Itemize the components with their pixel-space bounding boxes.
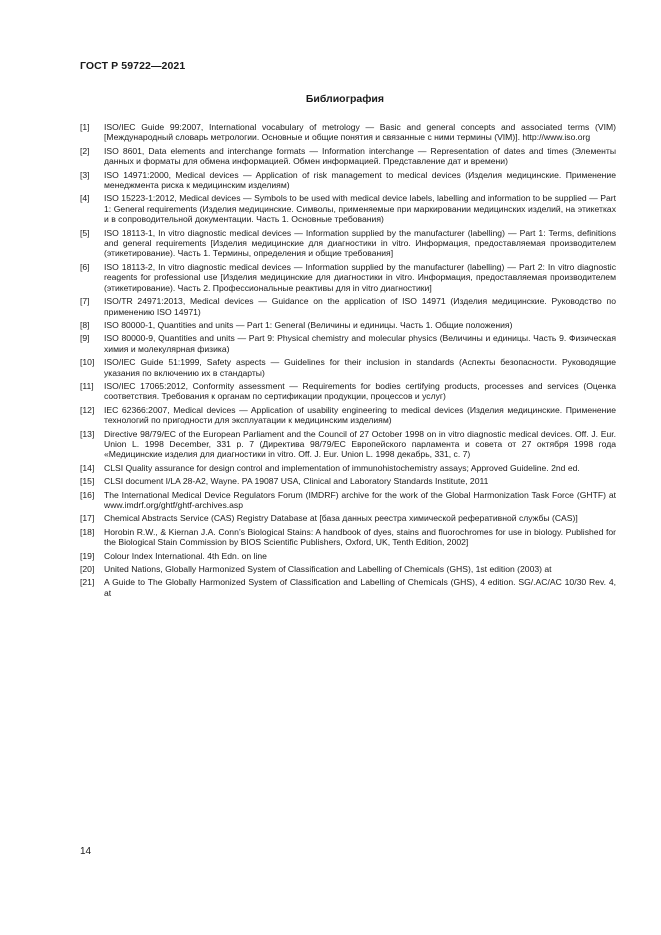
entry-text: ISO/IEC 17065:2012, Conformity assessment — Requirements for bodies certifying products, processes and services (Оценка соответствия. Требования к органам по сертификации продукции, процессов и услуг) bbox=[104, 380, 616, 402]
entry-number: [12] bbox=[80, 404, 95, 415]
bibliography-entry-10 bbox=[80, 357, 616, 378]
entry-text: ISO 15223-1:2012, Medical devices — Symbols to be used with medical device labels, labelling and information to be supplied — Part 1: General requirements (Изделия медицинские. Символы, применяемые при маркировании медицинских изделий, на этикетках и в сопроводительной документации. Часть 1. Основные требования) bbox=[104, 193, 616, 225]
entry-text: ISO/IEC Guide 99:2007, International vocabulary of metrology — Basic and general concepts and associated terms (VIM) [Международный словарь метрологии. Основные и общие понятия и связанные с ними термины (VIM)]. http://www.iso.org bbox=[104, 122, 616, 143]
entry-text: A Guide to The Globally Harmonized System of Classification and Labelling of Chemicals (GHS), 4 edition. SG/.AC/AC 10/30 Rev. 4, at bbox=[104, 577, 616, 598]
entry-number: [16] bbox=[80, 489, 95, 500]
entry-text: Chemical Abstracts Service (CAS) Registry Database at [база данных реестра химической реферативной службы (CAS)] bbox=[104, 513, 578, 524]
entry-text: ISO/IEC Guide 51:1999, Safety aspects — Guidelines for their inclusion in standards (Аспекты безопасности. Руководящие указания по включению их в стандарты) bbox=[104, 357, 616, 378]
bibliography-list bbox=[80, 122, 616, 601]
bibliography-entry-6 bbox=[80, 262, 616, 293]
entry-number: [9] bbox=[80, 333, 90, 344]
bibliography-entry-19 bbox=[80, 551, 616, 561]
entry-number: [20] bbox=[80, 564, 95, 575]
entry-number: [17] bbox=[80, 513, 95, 524]
document-header: ГОСТ Р 59722—2021 bbox=[80, 60, 186, 72]
entry-text: The International Medical Device Regulators Forum (IMDRF) archive for the work of the Global Harmonization Task Force (GHTF) at www.imdrf.org/ghtf/ghtf-archives.asp bbox=[104, 489, 616, 510]
entry-text: IEC 62366:2007, Medical devices — Application of usability engineering to medical devices (Изделия медицинские. Применение технологий по пригодности для эксплуатации к медицинским изделиям) bbox=[104, 404, 616, 426]
entry-number: [3] bbox=[80, 169, 90, 180]
entry-number: [6] bbox=[80, 261, 90, 272]
bibliography-entry-20 bbox=[80, 564, 616, 574]
entry-text: ISO/TR 24971:2013, Medical devices — Guidance on the application of ISO 14971 (Изделия медицинские. Руководство по применению ISO 14971) bbox=[104, 296, 616, 317]
bibliography-entry-4 bbox=[80, 193, 616, 224]
bibliography-entry-3 bbox=[80, 170, 616, 191]
entry-number: [8] bbox=[80, 319, 90, 330]
entry-text: ISO 14971:2000, Medical devices — Application of risk management to medical devices (Изделия медицинские. Применение менеджмента риска к медицинским изделиям) bbox=[104, 169, 616, 191]
entry-number: [5] bbox=[80, 227, 90, 238]
entry-number: [14] bbox=[80, 462, 95, 473]
bibliography-entry-11 bbox=[80, 381, 616, 402]
entry-number: [1] bbox=[80, 122, 90, 132]
entry-number: [18] bbox=[80, 526, 95, 537]
bibliography-entry-13 bbox=[80, 429, 616, 460]
entry-text: ISO 18113-1, In vitro diagnostic medical devices — Information supplied by the manufacturer (labelling) — Part 1: Terms, definitions and general requirements [Изделия медицинские для диагностики in vitro. Информация, предоставляемая производителем (этикетирование). Часть 1. Термины, определения и общие требования] bbox=[104, 227, 616, 259]
bibliography-entry-14 bbox=[80, 463, 616, 473]
bibliography-entry-1 bbox=[80, 122, 616, 143]
bibliography-entry-15 bbox=[80, 476, 616, 486]
bibliography-entry-21 bbox=[80, 577, 616, 598]
entry-text: ISO 8601, Data elements and interchange formats — Information interchange — Representation of dates and times (Элементы данных и форматы для обмена информацией. Обмен информацией. Представление дат и времени) bbox=[104, 145, 616, 167]
entry-text: ISO 80000-1, Quantities and units — Part 1: General (Величины и единицы. Часть 1. Общие положения) bbox=[104, 319, 513, 330]
entry-number: [13] bbox=[80, 428, 95, 439]
bibliography-entry-2 bbox=[80, 146, 616, 167]
entry-text: ISO 18113-2, In vitro diagnostic medical devices — Information supplied by the manufacturer (labelling) — Part 2: In vitro diagnostic reagents for professional use [Изделия медицинские для диагностики in vitro. Информация, предоставляемая производителем (этикетирование). Часть 2. Профессиональные реактивы для in vitro диагностики] bbox=[104, 261, 616, 293]
entry-number: [21] bbox=[80, 577, 95, 588]
entry-text: United Nations, Globally Harmonized System of Classification and Labelling of Chemicals (GHS), 1st edition (2003) at bbox=[104, 564, 552, 575]
entry-number: [4] bbox=[80, 193, 90, 204]
bibliography-entry-7 bbox=[80, 296, 616, 317]
page-number: 14 bbox=[80, 846, 92, 857]
entry-text: CLSI document I/LA 28-A2, Wayne. PA 19087 USA, Clinical and Laboratory Standards Institute, 2011 bbox=[104, 476, 489, 487]
entry-number: [2] bbox=[80, 145, 90, 156]
entry-number: [11] bbox=[80, 380, 94, 391]
bibliography-entry-5 bbox=[80, 228, 616, 259]
bibliography-entry-17 bbox=[80, 513, 616, 523]
entry-number: [19] bbox=[80, 550, 95, 561]
entry-text: Horobin R.W., & Kiernan J.A. Conn’s Biological Stains: A handbook of dyes, stains and fluorochromes for use in biology. Published for the Biological Stain Commission by BIOS Scientific Publishers, Oxford, UK, Tenth Edition, 2002] bbox=[104, 526, 616, 548]
bibliography-entry-8 bbox=[80, 320, 616, 330]
entry-text: CLSI Quality assurance for design control and implementation of immunohistochemistry assays; Approved Guideline. 2nd ed. bbox=[104, 462, 580, 473]
entry-number: [15] bbox=[80, 476, 95, 487]
section-title: Библиография bbox=[305, 93, 384, 105]
entry-number: [7] bbox=[80, 296, 90, 307]
bibliography-entry-9 bbox=[80, 333, 616, 354]
entry-text: Colour Index International. 4th Edn. on line bbox=[104, 550, 267, 561]
entry-text: Directive 98/79/EC of the European Parliament and the Council of 27 October 1998 on in vitro diagnostic medical devices. Off. J. Eur. Union L. 1998 December, 331 p. 7 (Директива 98/79/EC Европейского парламента и совета от 27 октября 1998 года «Медицинские изделия для диагностики in vitro. Off. J. Eur. Union L. 1998 декабрь, 331, с. 7) bbox=[104, 428, 616, 460]
bibliography-entry-12 bbox=[80, 405, 616, 426]
bibliography-entry-16 bbox=[80, 490, 616, 511]
entry-text: ISO 80000-9, Quantities and units — Part 9: Physical chemistry and molecular physics (Величины и единицы. Часть 9. Физическая химия и молекулярная физика) bbox=[104, 333, 616, 354]
entry-number: [10] bbox=[80, 357, 95, 368]
bibliography-entry-18 bbox=[80, 527, 616, 548]
